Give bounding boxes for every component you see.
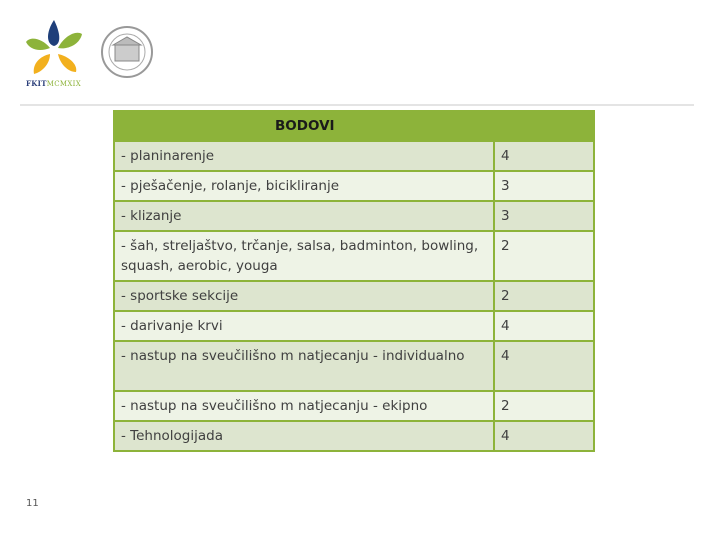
points-cell: 4 [494,141,594,171]
activity-cell: - nastup na sveučilišno m natjecanju - individualno [114,341,494,391]
table-row [114,311,594,341]
fkit-logo-icon [24,18,84,82]
points-cell: 4 [494,311,594,341]
page-number: 11 [26,498,39,509]
activity-cell: - darivanje krvi [114,311,494,341]
activity-cell: - sportske sekcije [114,281,494,311]
points-cell: 2 [494,391,594,421]
points-cell: 2 [494,281,594,311]
logo-text: FKITMCMXIX [26,79,81,88]
points-cell: 4 [494,341,594,391]
activity-cell: - šah, streljaštvo, trčanje, salsa, badminton, bowling, squash, aerobic, youga [114,231,494,281]
activity-cell: - pješačenje, rolanje, bicikliranje [114,171,494,201]
points-cell: 3 [494,201,594,231]
table-row [114,391,594,421]
activity-cell: - nastup na sveučilišno m natjecanju - ekipno [114,391,494,421]
table-row [114,231,594,281]
table-row [114,341,594,391]
table-row [114,171,594,201]
activity-cell: - Tehnologijada [114,421,494,451]
university-seal-icon [100,25,154,79]
points-cell: 4 [494,421,594,451]
table-row [114,201,594,231]
table-header: BODOVI [114,111,594,141]
table-row [114,141,594,171]
activity-cell: - klizanje [114,201,494,231]
points-cell: 2 [494,231,594,281]
points-cell: 3 [494,171,594,201]
table-row [114,421,594,451]
header-divider [20,104,694,106]
table-row [114,281,594,311]
activity-cell: - planinarenje [114,141,494,171]
points-table [113,110,595,452]
